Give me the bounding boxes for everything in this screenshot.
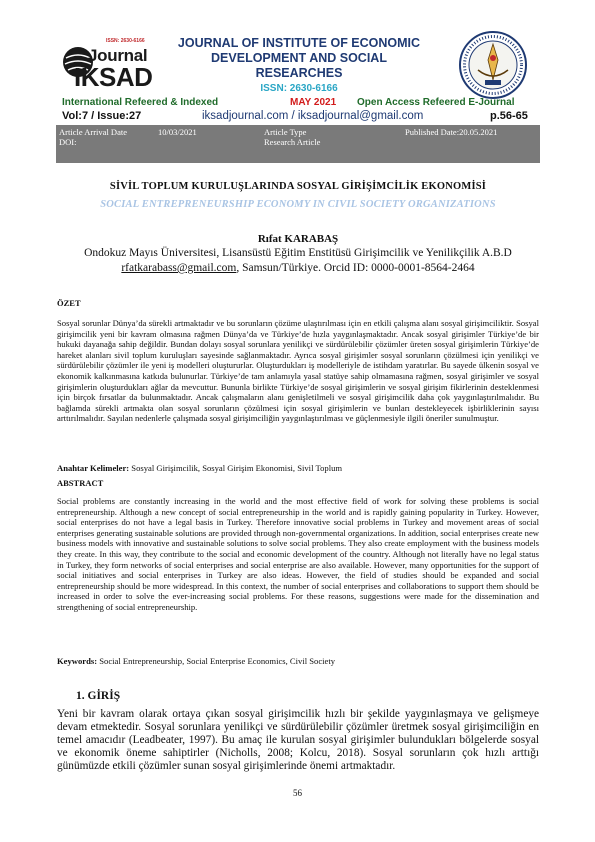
journal-title-line: RESEARCHES xyxy=(255,66,343,80)
issue-date: MAY 2021 xyxy=(290,97,337,108)
keywords-en xyxy=(57,656,335,666)
author-contact xyxy=(56,262,540,274)
keywords-tr-label: Anahtar Kelimeler: xyxy=(57,463,130,473)
article-type-label: Article Type xyxy=(264,127,307,137)
ozet-heading: ÖZET xyxy=(57,298,81,308)
refereed-indexed-label: International Refeered & Indexed xyxy=(62,97,219,108)
author-affiliation: Ondokuz Mayıs Üniversitesi, Lisansüstü Eğitim Enstitüsü Girişimcilik ve Yenilikçilik A.B.D xyxy=(84,247,512,259)
open-access-label: Open Access Refeered E-Journal xyxy=(357,97,515,108)
page-number: 56 xyxy=(293,788,302,798)
article-title-tr: SİVİL TOPLUM KURULUŞLARINDA SOSYAL GİRİŞİMCİLİK EKONOMİSİ xyxy=(109,181,487,192)
keywords-tr xyxy=(57,463,342,473)
journal-websites: iksadjournal.com / iksadjournal@gmail.com xyxy=(202,110,424,122)
abstract-text: Social problems are constantly increasing in the world and the most effective field of work for solving these problems is social entrepreneurship. Although a new concept of social entrepreneurship in the world and is rapidly gaining popularity in Turkey. However, social enterprises do not have a legal basis in Turkey. Therefore innovative social problems in Turkey and movement areas of social enterprises generating sustainable solutions are provided through non-governmental organizations. In addition, social enterprises create new business models with innovative and sustainable solutions to solve social problems. They also create employment with the business models they create. In this way, they contribute to the social and economic development of the country. Although not literally have no legal status in Turkey, they form networks of social enterprises and social enterprise are also available. However, many opportunities for the support of social initiatives and social enterprises in Turkey are also ideas. However, the field of studies should be expanded and social entrepreneurship should be more widespread. In this context, the number of social enterprises and collaborations to support them should be increased in order to solve the ever-increasing social problems. For these reasons, suggestions were made for the dissemination and strengthening of social entrepreneurship. xyxy=(57,496,539,612)
author-name: Rıfat KARABAŞ xyxy=(257,233,339,245)
arrival-date-value: 10/03/2021 xyxy=(158,127,197,137)
arrival-date-label: Article Arrival Date xyxy=(59,127,127,137)
page-range: p.56-65 xyxy=(490,110,528,122)
journal-title xyxy=(170,36,428,81)
journal-logo xyxy=(60,38,170,98)
abstract-heading: ABSTRACT xyxy=(57,478,104,488)
logo-iksad-text: IKSAD xyxy=(74,62,153,92)
journal-title-line: JOURNAL OF INSTITUTE OF ECONOMIC xyxy=(177,36,421,50)
article-type-value: Research Article xyxy=(264,137,321,147)
logo-issn: ISSN: 2630-6166 xyxy=(106,38,145,44)
keywords-tr-text: Sosyal Girişimcilik, Sosyal Girişim Ekonomisi, Sivil Toplum xyxy=(129,463,343,473)
keywords-en-text: Social Entrepreneurship, Social Enterprise Economics, Civil Society xyxy=(97,656,336,666)
published-date: Published Date:20.05.2021 xyxy=(405,127,498,137)
intro-heading: 1. GİRİŞ xyxy=(76,690,121,702)
article-meta-box xyxy=(56,125,540,163)
author-email-link[interactable]: rfatkarabass@gmail.com xyxy=(121,262,237,274)
article-title-en: SOCIAL ENTREPRENEURSHIP ECONOMY IN CIVIL SOCIETY ORGANIZATIONS xyxy=(100,199,496,210)
volume-issue: Vol:7 / Issue:27 xyxy=(62,110,142,122)
intro-text: Yeni bir kavram olarak ortaya çıkan sosyal girişimcilik hızlı bir şekilde yaygınlaşmaya ve gelişmeye devam etmektedir. Sosyal sorunlara yenilikçi ve sürdürülebilir çözümler üretmek sosyal girişimciliğin en temel amacıdır (Leadbeater, 1997). Bu amaç ile kurulan sosyal girişimler bulundukları bölgelerde sosyal ve ekonomik öneme sahiptirler (Nicholls, 2008; Kolcu, 2018). Sosyal sorunların çok hızlı arttığı günümüzde etkili çözümler sunan sosyal girişimlerinde önemi artmaktadır. xyxy=(57,708,539,772)
journal-title-line: DEVELOPMENT AND SOCIAL xyxy=(211,51,387,65)
logo-journal-text: Journal xyxy=(88,46,148,65)
institute-seal-icon xyxy=(458,30,528,100)
keywords-en-label: Keywords: xyxy=(57,656,98,666)
doi-label: DOI: xyxy=(59,137,77,147)
ozet-text: Sosyal sorunlar Dünya’da sürekli artmaktadır ve bu sorunların çözüme ulaştırılması için en etkili çalışma alanı sosyal girişimciliktir. Sosyal girişimcilik yeni bir kavram olmasına rağmen Dünya’da ve Türkiye’de hızla yaygınlaşmaktadır. Ancak sosyal girişimler Türkiye’de bir hukuki dayanağa sahip değildir. Bundan dolayı sosyal sorunlara yenilikçi ve sürdürülebilir çözümler üreten sosyal girişimlerin Türkiye’de hareket alanları sivil toplum kuruluşları sayesinde sağlanmaktadır. Ayrıca sosyal girişimler sosyal sorunların çözülmesi için yenilikçi ve sürdürülebilir çözümler ile yeni iş modelleri oluştururlar. Oluşturdukları iş modelleriyle de istihdam yaratırlar. Bu sayede ülkenin sosyal ve ekonomik kalkınmasına katkıda bulunurlar. Türkiye’de tam anlamıyla yasal statüye sahip olmamasına rağmen, sosyal girişimler ve sosyal girişimlerin oluşturdukları ağlar da mevcuttur. Bununla birlikte Türkiye’de sosyal girişimlerin ve sosyal girişim fikirlerinin desteklenmesi için birçok fırsatlar da bulunmaktadır. Ancak çalışmaların alanı genişletilmeli ve sosyal girişimcilik daha çok yaygınlaştırılmalıdır. Bu bağlamda sürekli artmakta olan sosyal sorunların çözülmesi için sosyal girişimlerin ve bunları destekleyecek işbirliklerinin sayısı arttırılmalıdır. Sayılan nedenlerle çalışmada sosyal girişimciliğin yaygınlaştırılması ve güçlenmesiyle ilgili öneriler sunulmuştur. xyxy=(57,318,539,424)
author-location-orcid: , Samsun/Türkiye. Orcid ID: 0000-0001-8564-2464 xyxy=(236,262,475,274)
issn-number: ISSN: 2630-6166 xyxy=(260,83,338,94)
